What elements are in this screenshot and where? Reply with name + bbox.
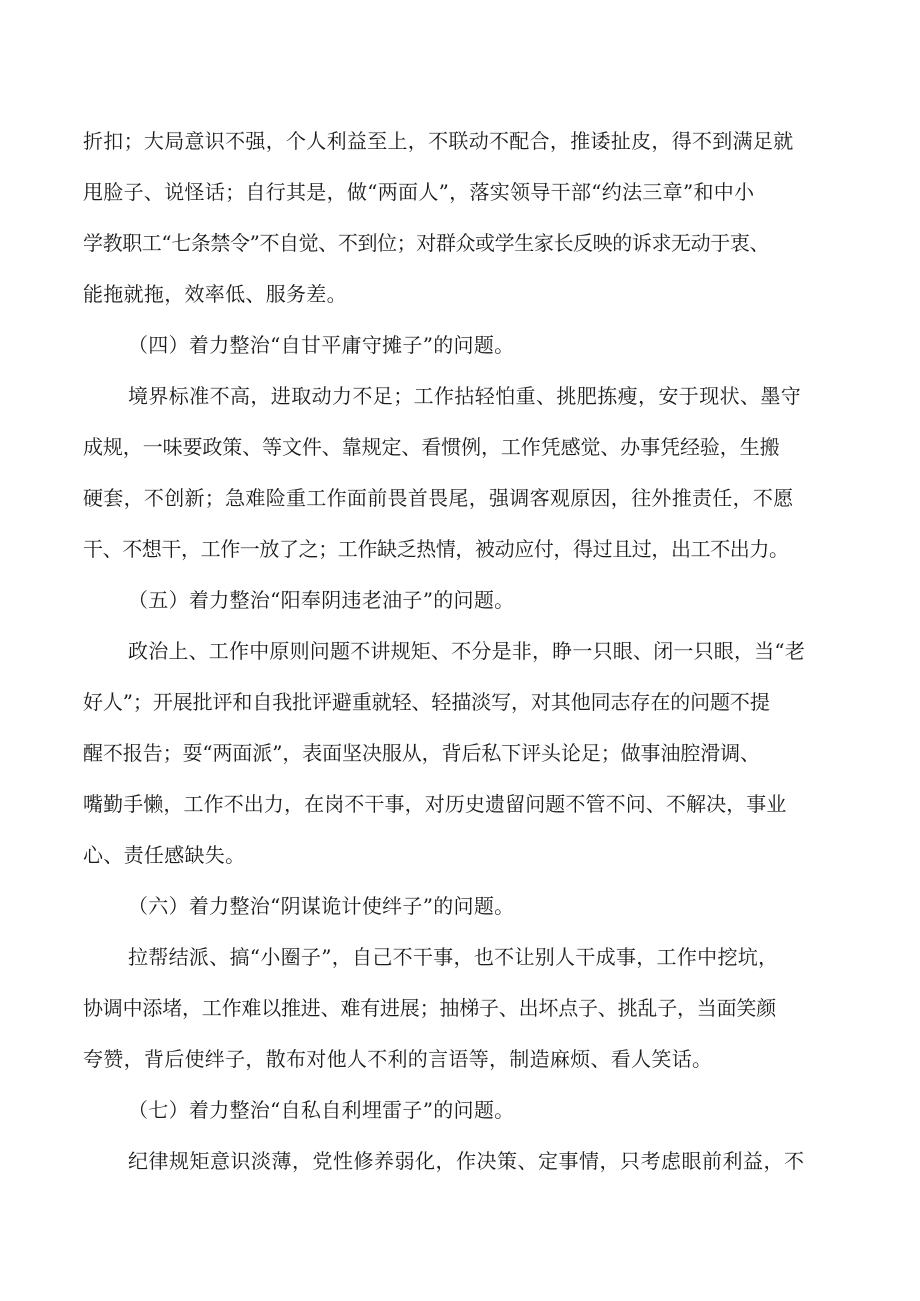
paragraph-line: 硬套，不创新；急难险重工作面前畏首畏尾，强调客观原因，往外推责任，不愿 bbox=[83, 486, 794, 510]
paragraph-line: 甩脸子、说怪话；自行其是，做“两面人”，落实领导干部“约法三章”和中小 bbox=[83, 180, 755, 204]
paragraph-line: 成规，一味要政策、等文件、靠规定、看惯例，工作凭感觉、办事凭经验，生搬 bbox=[83, 435, 780, 459]
section-heading: （七）着力整治“自私自利埋雷子”的问题。 bbox=[128, 1098, 515, 1122]
paragraph-line: 醒不报告；耍“两面派”，表面坚决服从，背后私下评头论足；做事油腔滑调、 bbox=[83, 741, 760, 765]
paragraph-line: 纪律规矩意识淡薄，党性修养弱化，作决策、定事情，只考虑眼前利益，不 bbox=[128, 1149, 805, 1173]
paragraph-line: 政治上、工作中原则问题不讲规矩、不分是非，睁一只眼、闭一只眼，当“老 bbox=[128, 639, 806, 663]
paragraph-line: 拉帮结派、搞“小圈子”，自己不干事，也不让别人干成事，工作中挖坑， bbox=[128, 945, 779, 969]
paragraph-line: 协调中添堵，工作难以推进、难有进展；抽梯子、出坏点子、挑乱子，当面笑颜 bbox=[83, 996, 776, 1020]
section-heading: （五）着力整治“阳奉阴违老油子”的问题。 bbox=[128, 588, 515, 612]
paragraph-line: 嘴勤手懒，工作不出力，在岗不干事，对历史遗留问题不管不问、不解决，事业 bbox=[83, 792, 787, 816]
paragraph-line: 干、不想干，工作一放了之；工作缺乏热情，被动应付，得过且过，出工不出力。 bbox=[83, 537, 789, 561]
section-heading: （六）着力整治“阴谋诡计使绊子”的问题。 bbox=[128, 894, 515, 918]
paragraph-line: 学教职工“七条禁令”不自觉、不到位；对群众或学生家长反映的诉求无动于衷、 bbox=[83, 231, 770, 255]
paragraph-line: 夸赞，背后使绊子，散布对他人不利的言语等，制造麻烦、看人笑话。 bbox=[83, 1047, 713, 1071]
paragraph-line: 心、责任感缺失。 bbox=[83, 843, 246, 867]
paragraph-line: 能拖就拖，效率低、服务差。 bbox=[83, 282, 347, 306]
paragraph-line: 好人”；开展批评和自我批评避重就轻、轻描淡写，对其他同志存在的问题不提 bbox=[83, 690, 770, 714]
paragraph-line: 境界标准不高，进取动力不足；工作拈轻怕重、挑肥拣瘦，安于现状、墨守 bbox=[128, 384, 802, 408]
paragraph-line: 折扣；大局意识不强，个人利益至上，不联动不配合，推诿扯皮，得不到满足就 bbox=[83, 129, 794, 153]
section-heading: （四）着力整治“自甘平庸守摊子”的问题。 bbox=[128, 333, 515, 357]
